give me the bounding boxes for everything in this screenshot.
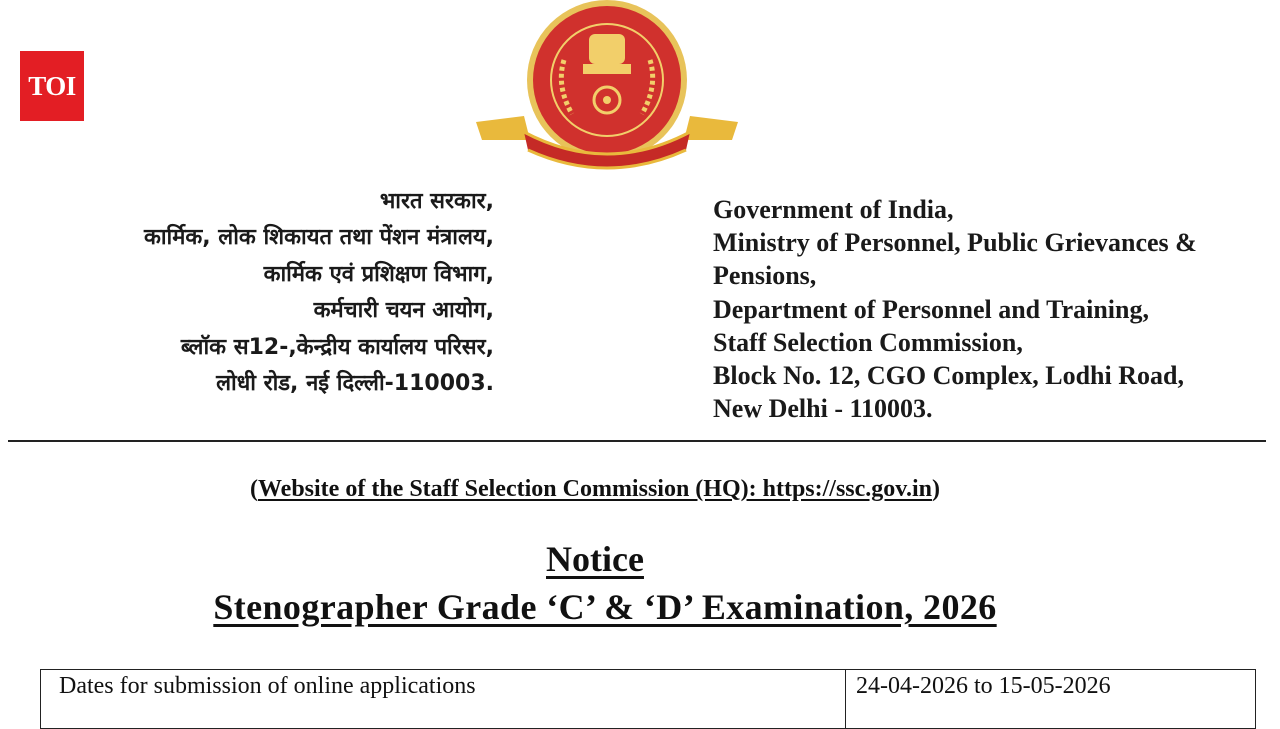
address-english-line: Government of India, [713, 195, 954, 224]
website-close-paren: ) [931, 476, 940, 502]
schedule-label: Dates for submission of online applications [41, 670, 846, 729]
address-hindi-line: कार्मिक एवं प्रशिक्षण विभाग, [263, 261, 494, 287]
schedule-value: 24-04-2026 to 15-05-2026 [846, 670, 1256, 729]
address-hindi-line: लोधी रोड, नई दिल्ली-110003. [216, 371, 494, 397]
address-english-line: New Delhi - 110003. [713, 394, 933, 424]
address-english-line: Pensions, [713, 261, 817, 291]
schedule-table [40, 669, 1256, 729]
address-english [713, 193, 1197, 425]
header-divider [8, 440, 1266, 442]
address-english-line: Ministry of Personnel, Public Grievances & [713, 228, 1197, 258]
address-hindi-line: कार्मिक, लोक शिकायत तथा पेंशन मंत्रालय, [143, 225, 494, 251]
exam-title: Stenographer Grade ‘C’ & ‘D’ Examination, 2026 [213, 587, 997, 627]
toi-logo-badge: TOI [20, 51, 84, 121]
website-link[interactable]: Website of the Staff Selection Commission (HQ): https://ssc.gov.in [258, 476, 932, 502]
address-hindi [144, 184, 494, 402]
address-english-line: Staff Selection Commission, [713, 327, 1023, 357]
ssc-emblem-icon [472, 0, 742, 176]
website-open-paren: ( [250, 476, 258, 502]
address-english-line: Department of Personnel and Training, [713, 294, 1149, 324]
address-hindi-line: भारत सरकार, [379, 189, 494, 214]
website-line [0, 476, 1190, 503]
notice-heading: Notice [546, 539, 644, 579]
address-hindi-line: ब्लॉक स12-,केन्द्रीय कार्यालय परिसर, [180, 334, 494, 360]
address-english-line: Block No. 12, CGO Complex, Lodhi Road, [713, 361, 1184, 391]
address-hindi-line: कर्मचारी चयन आयोग, [313, 298, 494, 324]
